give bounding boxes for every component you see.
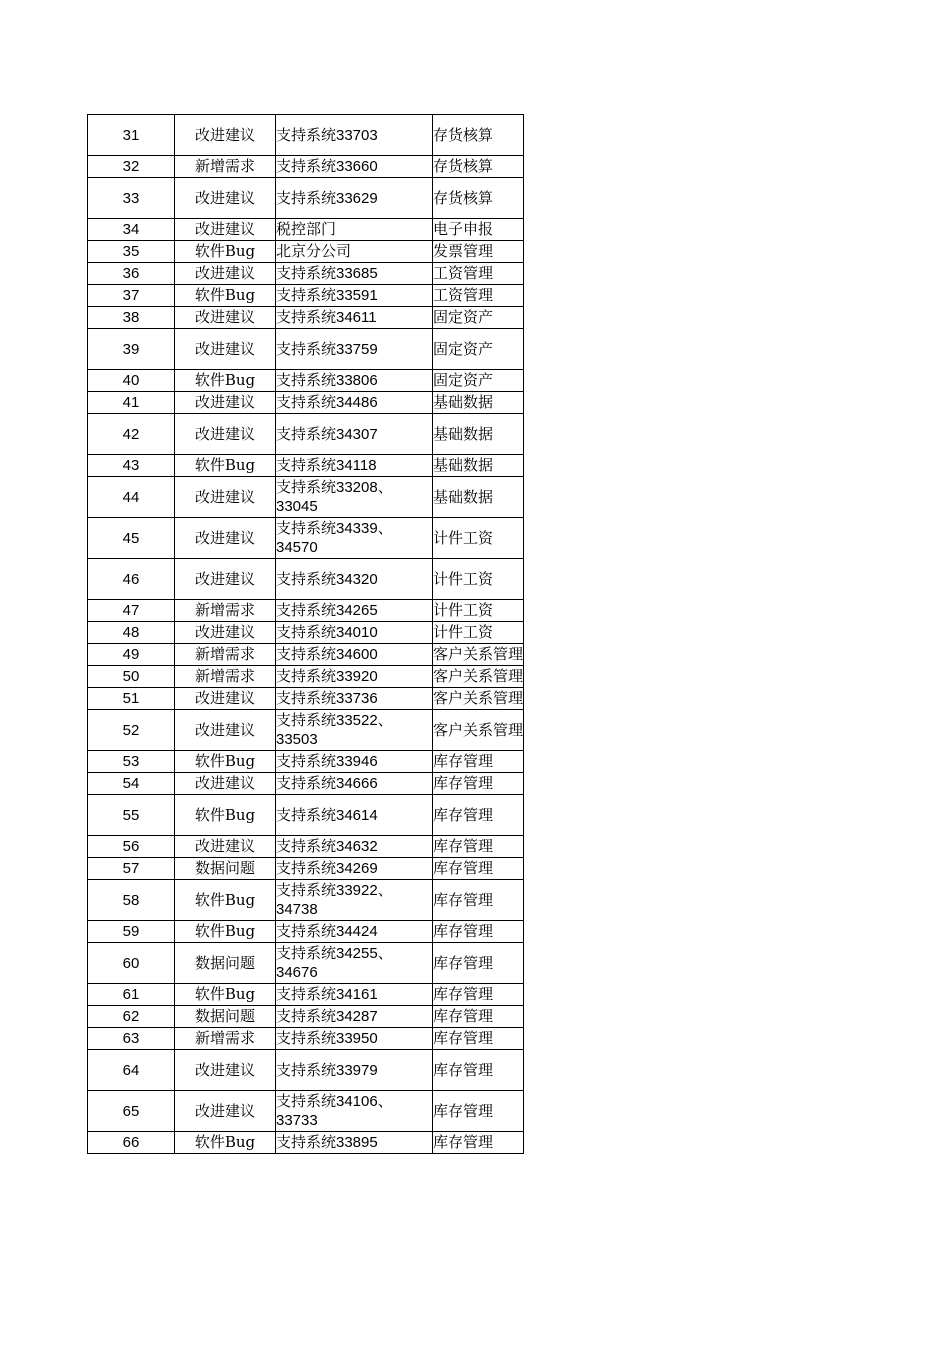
module-label: 存货核算 (433, 125, 494, 144)
issue-type-cell: 软件Bug (175, 455, 276, 477)
issue-type-cell: 新增需求 (175, 644, 276, 666)
source-line: 支持系统33759 (276, 340, 378, 358)
source-line: 支持系统34307 (276, 425, 378, 443)
table-row (88, 710, 524, 751)
row-number-cell: 64 (88, 1050, 175, 1091)
row-number-cell: 59 (88, 921, 175, 943)
module-label: 计件工资 (433, 569, 494, 588)
source-line: 税控部门 (276, 221, 337, 238)
table-row (88, 1132, 524, 1154)
table-row (88, 329, 524, 370)
row-number-cell: 55 (88, 795, 175, 836)
row-number-cell: 44 (88, 477, 175, 518)
module-label: 库存管理 (433, 774, 494, 792)
row-number-cell: 47 (88, 600, 175, 622)
row-number-cell: 38 (88, 307, 175, 329)
module-label: 工资管理 (433, 286, 494, 304)
module-label: 库存管理 (433, 985, 494, 1003)
module-label: 客户关系管理 (433, 667, 524, 685)
issue-type-cell: 改进建议 (175, 518, 276, 559)
source-cell (276, 1050, 433, 1091)
source-cell (276, 370, 433, 392)
source-line: 支持系统34339、 (276, 520, 393, 537)
row-number-cell: 54 (88, 773, 175, 795)
source-line: 33045 (276, 498, 318, 515)
module-label: 库存管理 (433, 859, 494, 877)
issue-type-cell: 改进建议 (175, 115, 276, 156)
row-number-cell: 32 (88, 156, 175, 178)
row-number-cell: 56 (88, 836, 175, 858)
issue-type-cell: 改进建议 (175, 178, 276, 219)
module-cell (433, 370, 524, 392)
source-cell (276, 219, 433, 241)
row-number-cell: 57 (88, 858, 175, 880)
table-row (88, 219, 524, 241)
source-cell (276, 455, 433, 477)
module-cell (433, 688, 524, 710)
issue-type-cell: 新增需求 (175, 156, 276, 178)
issue-table (87, 114, 524, 1154)
table-row (88, 1050, 524, 1091)
module-cell (433, 455, 524, 477)
issue-type-cell: 软件Bug (175, 370, 276, 392)
module-cell (433, 241, 524, 263)
row-number-cell: 43 (88, 455, 175, 477)
source-line: 支持系统33920 (276, 668, 378, 685)
module-label: 固定资产 (433, 371, 494, 389)
source-line: 支持系统33660 (276, 158, 378, 175)
row-number-cell: 66 (88, 1132, 175, 1154)
module-label: 库存管理 (433, 922, 494, 940)
module-cell (433, 921, 524, 943)
module-cell (433, 263, 524, 285)
module-label: 库存管理 (433, 1133, 494, 1151)
source-cell (276, 795, 433, 836)
source-line: 支持系统33522、 (276, 712, 393, 729)
row-number-cell: 60 (88, 943, 175, 984)
row-number-cell: 39 (88, 329, 175, 370)
module-cell (433, 795, 524, 836)
source-cell (276, 773, 433, 795)
issue-type-cell: 改进建议 (175, 622, 276, 644)
issue-type-cell: 新增需求 (175, 1028, 276, 1050)
issue-type-cell: 软件Bug (175, 921, 276, 943)
module-cell (433, 666, 524, 688)
row-number-cell: 35 (88, 241, 175, 263)
table-row (88, 622, 524, 644)
source-line: 支持系统34600 (276, 646, 378, 663)
source-cell (276, 751, 433, 773)
table-row (88, 688, 524, 710)
table-row (88, 600, 524, 622)
issue-type-cell: 改进建议 (175, 307, 276, 329)
issue-type-cell: 改进建议 (175, 836, 276, 858)
issue-type-cell: 改进建议 (175, 1050, 276, 1091)
module-cell (433, 156, 524, 178)
table-row (88, 1006, 524, 1028)
source-line: 34676 (276, 964, 318, 981)
table-row (88, 263, 524, 285)
module-cell (433, 392, 524, 414)
source-line: 支持系统34632 (276, 838, 378, 855)
table-row (88, 307, 524, 329)
module-cell (433, 518, 524, 559)
row-number-cell: 33 (88, 178, 175, 219)
source-line: 支持系统33208、 (276, 479, 393, 496)
row-number-cell: 34 (88, 219, 175, 241)
table-row (88, 921, 524, 943)
source-cell (276, 1132, 433, 1154)
source-line: 支持系统33979 (276, 1061, 378, 1079)
module-cell (433, 644, 524, 666)
table-row (88, 644, 524, 666)
module-label: 固定资产 (433, 339, 494, 358)
source-cell (276, 392, 433, 414)
table-row (88, 795, 524, 836)
source-cell (276, 115, 433, 156)
table-row (88, 392, 524, 414)
table-row (88, 241, 524, 263)
table-row (88, 773, 524, 795)
source-cell (276, 858, 433, 880)
source-line: 支持系统34269 (276, 860, 378, 877)
table-row (88, 414, 524, 455)
module-cell (433, 285, 524, 307)
issue-type-cell: 改进建议 (175, 559, 276, 600)
module-label: 基础数据 (433, 487, 494, 506)
row-number-cell: 65 (88, 1091, 175, 1132)
source-line: 支持系统34320 (276, 570, 378, 588)
source-line: 支持系统34666 (276, 775, 378, 792)
source-cell (276, 477, 433, 518)
module-cell (433, 773, 524, 795)
source-cell (276, 156, 433, 178)
module-cell (433, 307, 524, 329)
source-line: 支持系统34486 (276, 394, 378, 411)
source-cell (276, 559, 433, 600)
issue-type-cell: 改进建议 (175, 477, 276, 518)
row-number-cell: 63 (88, 1028, 175, 1050)
issue-type-cell: 软件Bug (175, 751, 276, 773)
source-line: 支持系统34611 (276, 309, 377, 326)
module-cell (433, 751, 524, 773)
module-cell (433, 1132, 524, 1154)
source-line: 支持系统34265 (276, 602, 378, 619)
source-cell (276, 329, 433, 370)
module-label: 发票管理 (433, 242, 494, 260)
module-label: 存货核算 (433, 157, 494, 175)
issue-type-cell: 改进建议 (175, 1091, 276, 1132)
module-label: 库存管理 (433, 1101, 494, 1120)
issue-type-cell: 改进建议 (175, 710, 276, 751)
table-row (88, 370, 524, 392)
source-cell (276, 1006, 433, 1028)
module-label: 客户关系管理 (433, 689, 524, 707)
module-label: 基础数据 (433, 424, 494, 443)
table-row (88, 285, 524, 307)
source-cell (276, 600, 433, 622)
source-line: 支持系统34118 (276, 457, 377, 474)
source-line: 支持系统33895 (276, 1134, 378, 1151)
source-line: 支持系统34614 (276, 806, 378, 824)
issue-table-body (88, 115, 524, 1154)
row-number-cell: 40 (88, 370, 175, 392)
issue-type-cell: 软件Bug (175, 984, 276, 1006)
module-cell (433, 115, 524, 156)
row-number-cell: 51 (88, 688, 175, 710)
row-number-cell: 42 (88, 414, 175, 455)
source-line: 支持系统33950 (276, 1030, 378, 1047)
source-cell (276, 984, 433, 1006)
source-line: 34738 (276, 901, 318, 918)
module-label: 计件工资 (433, 601, 494, 619)
table-row (88, 518, 524, 559)
issue-type-cell: 数据问题 (175, 943, 276, 984)
issue-type-cell: 软件Bug (175, 1132, 276, 1154)
source-line: 支持系统33685 (276, 265, 378, 282)
source-line: 支持系统34106、 (276, 1093, 393, 1110)
source-line: 支持系统34287 (276, 1008, 378, 1025)
issue-type-cell: 改进建议 (175, 773, 276, 795)
source-cell (276, 710, 433, 751)
module-cell (433, 178, 524, 219)
module-cell (433, 1006, 524, 1028)
issue-type-cell: 新增需求 (175, 666, 276, 688)
source-cell (276, 178, 433, 219)
module-label: 计件工资 (433, 623, 494, 641)
source-cell (276, 241, 433, 263)
module-label: 库存管理 (433, 752, 494, 770)
source-cell (276, 285, 433, 307)
row-number-cell: 50 (88, 666, 175, 688)
module-cell (433, 600, 524, 622)
module-label: 库存管理 (433, 1060, 494, 1079)
source-line: 支持系统33703 (276, 126, 378, 144)
row-number-cell: 31 (88, 115, 175, 156)
source-cell (276, 263, 433, 285)
source-cell (276, 943, 433, 984)
source-line: 支持系统34010 (276, 624, 378, 641)
table-row (88, 880, 524, 921)
module-cell (433, 414, 524, 455)
module-label: 库存管理 (433, 890, 494, 909)
source-line: 支持系统34255、 (276, 945, 393, 962)
row-number-cell: 37 (88, 285, 175, 307)
table-row (88, 156, 524, 178)
table-row (88, 559, 524, 600)
source-cell (276, 307, 433, 329)
issue-type-cell: 改进建议 (175, 414, 276, 455)
source-cell (276, 644, 433, 666)
source-line: 支持系统34161 (276, 986, 378, 1003)
module-label: 基础数据 (433, 393, 494, 411)
module-cell (433, 1028, 524, 1050)
issue-type-cell: 软件Bug (175, 880, 276, 921)
row-number-cell: 41 (88, 392, 175, 414)
table-row (88, 1028, 524, 1050)
module-label: 工资管理 (433, 264, 494, 282)
module-label: 电子申报 (433, 220, 494, 238)
module-label: 库存管理 (433, 805, 494, 824)
row-number-cell: 46 (88, 559, 175, 600)
issue-type-cell: 软件Bug (175, 241, 276, 263)
table-row (88, 666, 524, 688)
source-line: 支持系统33591 (276, 287, 378, 304)
table-row (88, 115, 524, 156)
table-row (88, 943, 524, 984)
table-row (88, 751, 524, 773)
table-row (88, 858, 524, 880)
source-cell (276, 1028, 433, 1050)
source-cell (276, 518, 433, 559)
module-cell (433, 219, 524, 241)
module-cell (433, 1050, 524, 1091)
row-number-cell: 61 (88, 984, 175, 1006)
issue-type-cell: 改进建议 (175, 688, 276, 710)
source-cell (276, 921, 433, 943)
table-row (88, 836, 524, 858)
source-line: 支持系统33922、 (276, 882, 393, 899)
module-cell (433, 1091, 524, 1132)
source-line: 支持系统33629 (276, 189, 378, 207)
issue-type-cell: 软件Bug (175, 285, 276, 307)
source-cell (276, 688, 433, 710)
row-number-cell: 45 (88, 518, 175, 559)
source-line: 33733 (276, 1112, 318, 1129)
table-row (88, 178, 524, 219)
source-line: 33503 (276, 731, 318, 748)
source-line: 支持系统34424 (276, 923, 378, 940)
row-number-cell: 62 (88, 1006, 175, 1028)
source-cell (276, 836, 433, 858)
source-cell (276, 666, 433, 688)
module-cell (433, 943, 524, 984)
source-line: 支持系统33946 (276, 753, 378, 770)
source-cell (276, 414, 433, 455)
module-cell (433, 984, 524, 1006)
module-label: 存货核算 (433, 188, 494, 207)
source-line: 支持系统33736 (276, 690, 378, 707)
module-label: 库存管理 (433, 953, 494, 972)
module-cell (433, 329, 524, 370)
module-cell (433, 858, 524, 880)
table-row (88, 455, 524, 477)
module-cell (433, 622, 524, 644)
issue-type-cell: 改进建议 (175, 392, 276, 414)
issue-type-cell: 改进建议 (175, 219, 276, 241)
module-label: 基础数据 (433, 456, 494, 474)
module-label: 库存管理 (433, 1029, 494, 1047)
table-row (88, 477, 524, 518)
source-cell (276, 1091, 433, 1132)
row-number-cell: 49 (88, 644, 175, 666)
issue-type-cell: 新增需求 (175, 600, 276, 622)
source-cell (276, 880, 433, 921)
module-label: 库存管理 (433, 837, 494, 855)
issue-type-cell: 改进建议 (175, 263, 276, 285)
row-number-cell: 48 (88, 622, 175, 644)
table-row (88, 984, 524, 1006)
row-number-cell: 52 (88, 710, 175, 751)
module-label: 固定资产 (433, 308, 494, 326)
issue-type-cell: 软件Bug (175, 795, 276, 836)
issue-type-cell: 改进建议 (175, 329, 276, 370)
source-cell (276, 622, 433, 644)
row-number-cell: 58 (88, 880, 175, 921)
source-line: 北京分公司 (276, 243, 352, 260)
issue-type-cell: 数据问题 (175, 1006, 276, 1028)
module-cell (433, 880, 524, 921)
module-label: 计件工资 (433, 528, 494, 547)
module-cell (433, 836, 524, 858)
row-number-cell: 36 (88, 263, 175, 285)
table-row (88, 1091, 524, 1132)
module-label: 客户关系管理 (433, 720, 524, 739)
source-line: 34570 (276, 539, 318, 556)
module-cell (433, 559, 524, 600)
issue-type-cell: 数据问题 (175, 858, 276, 880)
row-number-cell: 53 (88, 751, 175, 773)
module-label: 库存管理 (433, 1007, 494, 1025)
module-label: 客户关系管理 (433, 645, 524, 663)
source-line: 支持系统33806 (276, 372, 378, 389)
module-cell (433, 477, 524, 518)
module-cell (433, 710, 524, 751)
